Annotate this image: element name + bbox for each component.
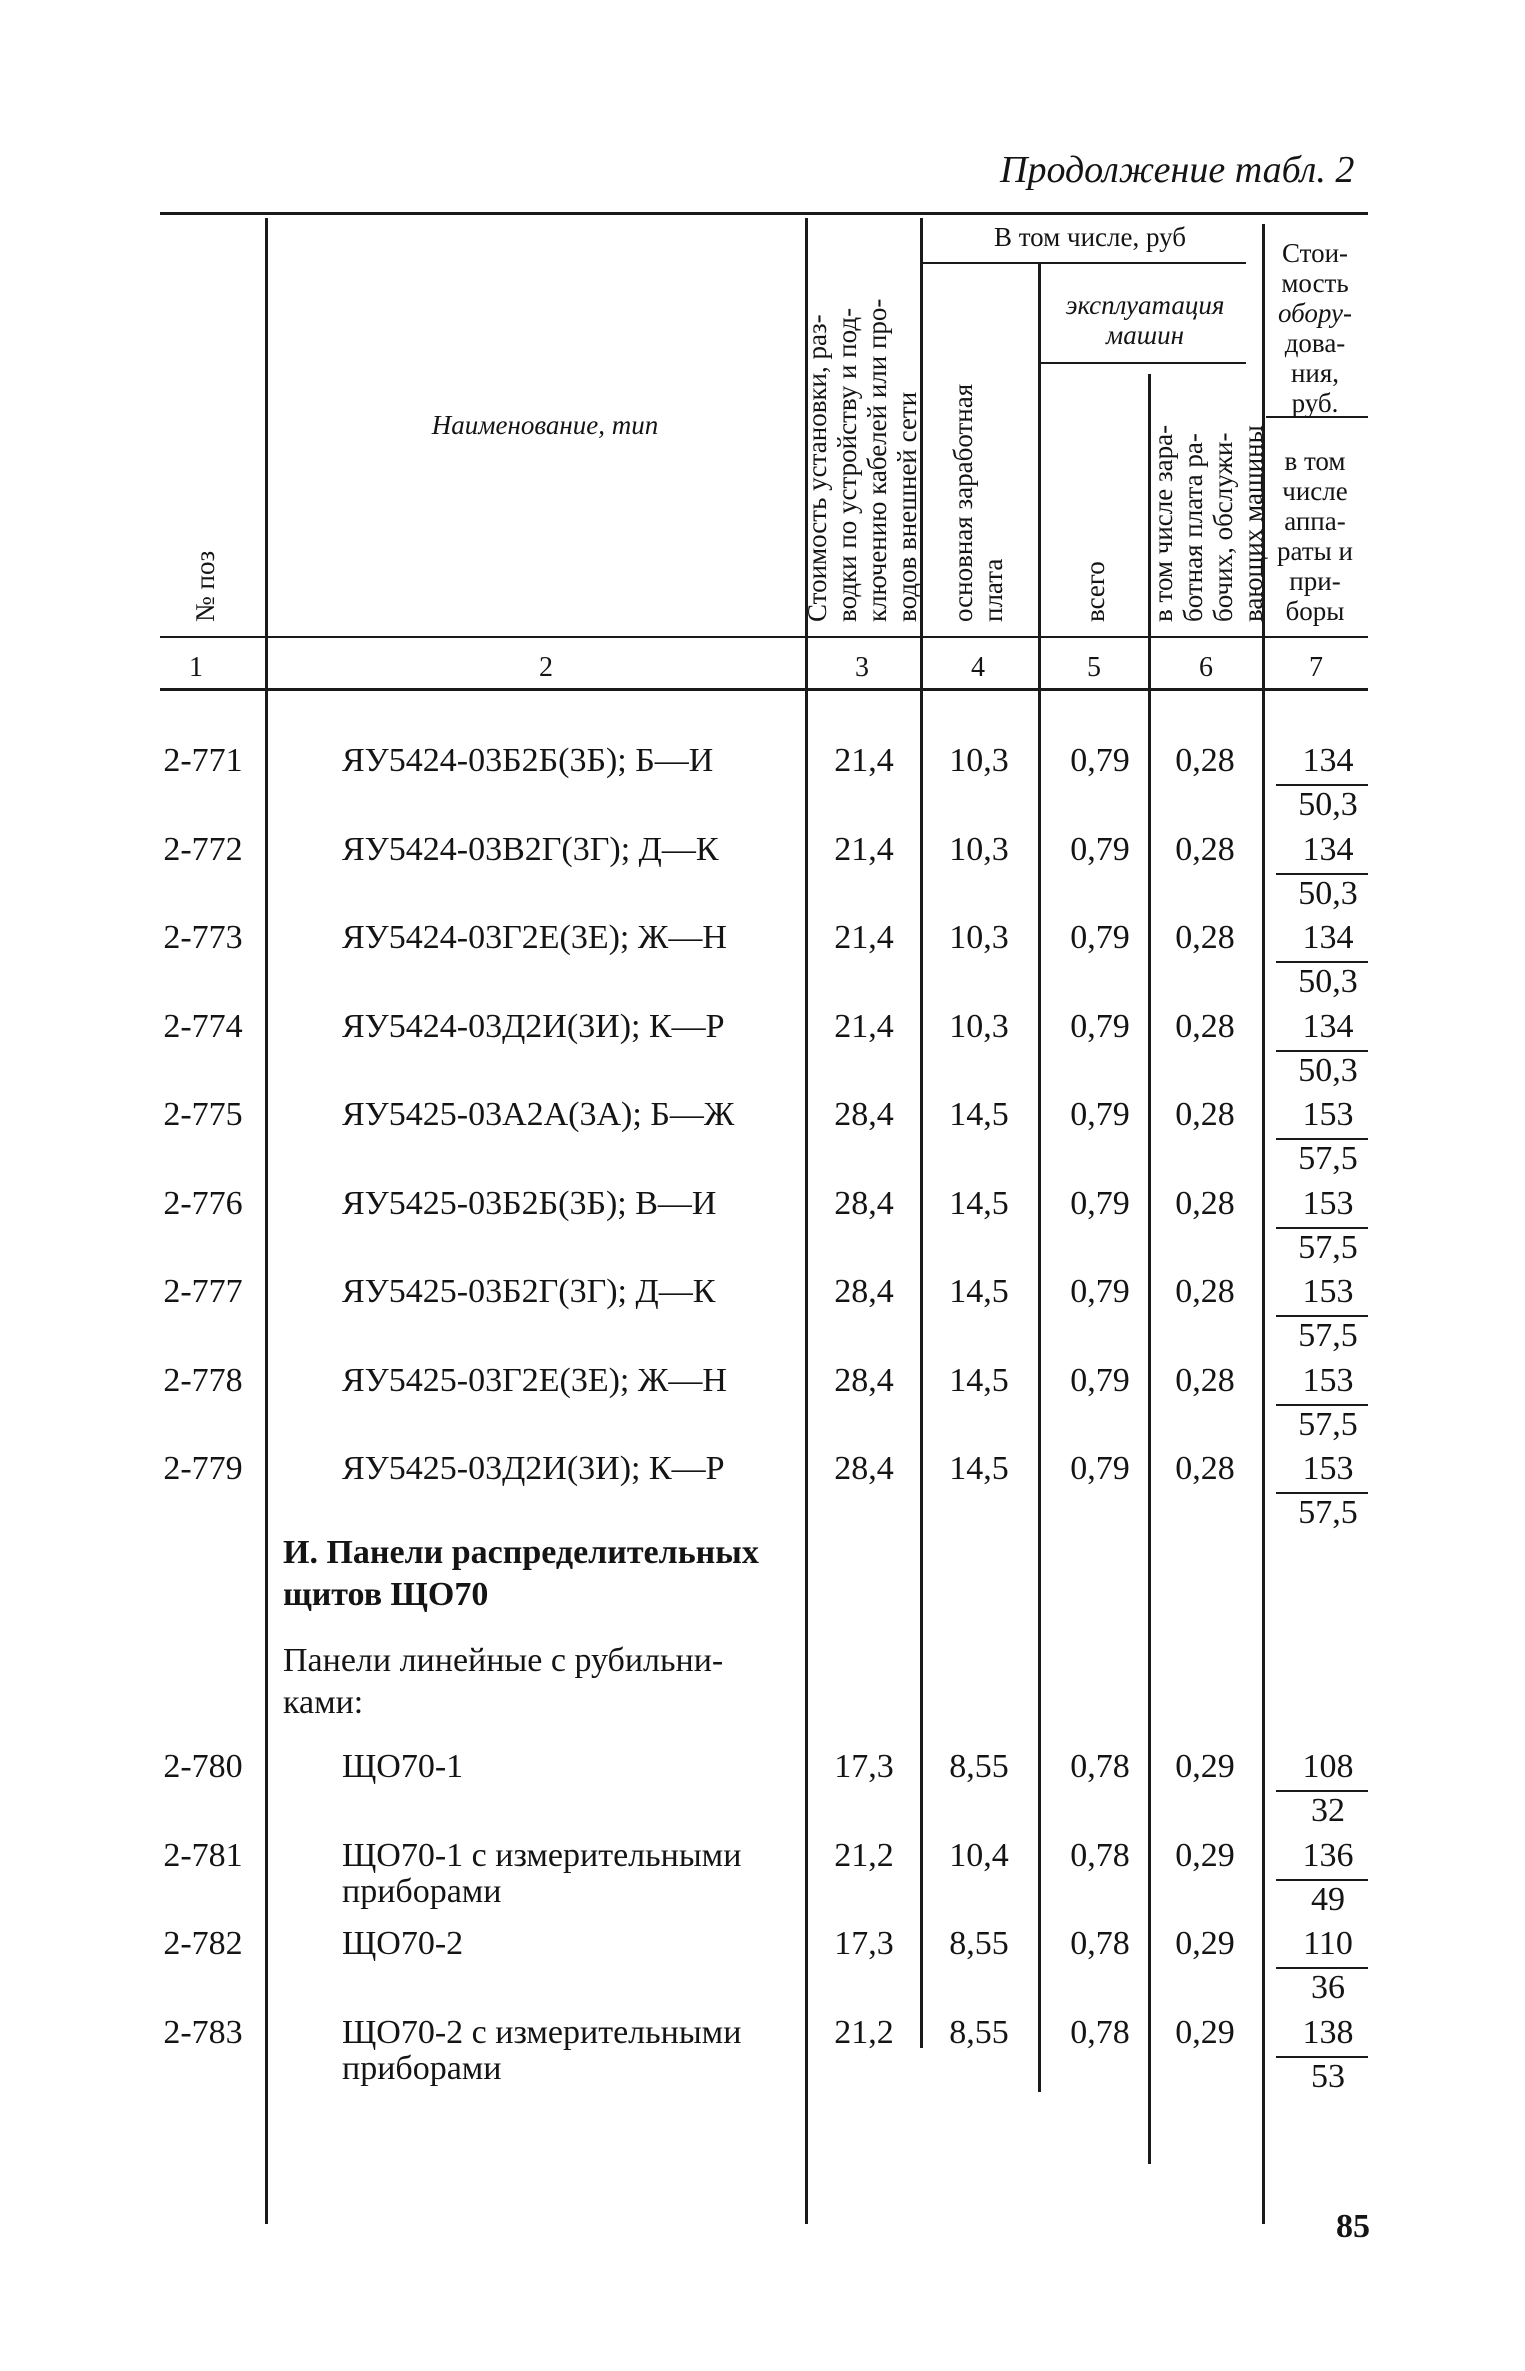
row-pos: 2-771 <box>163 742 243 779</box>
row-install-cost: 21,4 <box>834 742 894 779</box>
row-equipment-devices: 53 <box>1311 2058 1345 2095</box>
col-sep-4 <box>1038 262 1041 2092</box>
table-caption: Продолжение табл. 2 <box>1000 149 1355 191</box>
row-machine-total: 0,79 <box>1070 919 1130 956</box>
row-equipment-devices: 50,3 <box>1298 875 1358 912</box>
row-equipment-devices: 57,5 <box>1298 1229 1358 1266</box>
row-machine-total: 0,78 <box>1070 2014 1130 2051</box>
row-equipment-cost: 153 <box>1302 1273 1354 1310</box>
row-install-cost: 17,3 <box>834 1748 894 1785</box>
column-numbers-rule <box>160 636 1368 638</box>
row-machine-total: 0,79 <box>1070 742 1130 779</box>
row-machine-wage: 0,29 <box>1175 1837 1235 1874</box>
colnum-6: 6 <box>1199 652 1213 683</box>
row-install-cost: 21,2 <box>834 2014 894 2051</box>
row-equipment-cost: 108 <box>1302 1748 1354 1785</box>
row-base-wage: 10,3 <box>949 831 1009 868</box>
colnum-4: 4 <box>971 652 985 683</box>
row-equipment-devices: 57,5 <box>1298 1494 1358 1531</box>
row-equipment-devices: 32 <box>1311 1792 1345 1829</box>
row-machine-wage: 0,28 <box>1175 1096 1235 1133</box>
subgroup-rule <box>1040 362 1246 364</box>
row-name: ЯУ5425-03А2А(3А); Б—Ж <box>342 1096 735 1133</box>
row-name-cont: приборами <box>342 2050 502 2087</box>
row-pos: 2-774 <box>163 1008 243 1045</box>
row-equipment-cost: 153 <box>1302 1450 1354 1487</box>
row-machine-wage: 0,28 <box>1175 831 1235 868</box>
row-equipment-cost: 134 <box>1302 831 1354 868</box>
row-machine-wage: 0,28 <box>1175 1450 1235 1487</box>
row-equipment-devices: 50,3 <box>1298 1052 1358 1089</box>
header-subgroup: эксплуатация машин <box>1065 290 1225 350</box>
col-sep-1 <box>265 218 268 2224</box>
col-sep-5 <box>1148 374 1151 2164</box>
header-bottom-rule <box>160 688 1368 691</box>
row-name: ЩО70-2 <box>342 1925 464 1962</box>
row-name: ЯУ5425-03Б2Б(3Б); В—И <box>342 1185 717 1222</box>
row-install-cost: 28,4 <box>834 1185 894 1222</box>
header-col6: в том числе зара- ботная плата ра- бочих, обслужи- вающих машины <box>1148 424 1268 622</box>
header-col1: № поз <box>190 550 220 622</box>
row-base-wage: 10,3 <box>949 742 1009 779</box>
row-machine-wage: 0,28 <box>1175 1273 1235 1310</box>
row-machine-wage: 0,28 <box>1175 1362 1235 1399</box>
colnum-2: 2 <box>539 652 553 683</box>
row-install-cost: 21,4 <box>834 1008 894 1045</box>
row-base-wage: 14,5 <box>949 1362 1009 1399</box>
row-machine-wage: 0,28 <box>1175 919 1235 956</box>
row-pos: 2-778 <box>163 1362 243 1399</box>
row-machine-wage: 0,29 <box>1175 2014 1235 2051</box>
row-base-wage: 8,55 <box>949 1925 1009 1962</box>
row-name: ЯУ5424-03Д2И(3И); К—Р <box>342 1008 725 1045</box>
row-pos: 2-780 <box>163 1748 243 1785</box>
row-install-cost: 28,4 <box>834 1450 894 1487</box>
row-name: ЯУ5425-03Б2Г(3Г); Д—К <box>342 1273 716 1310</box>
row-install-cost: 21,2 <box>834 1837 894 1874</box>
row-pos: 2-776 <box>163 1185 243 1222</box>
row-machine-total: 0,79 <box>1070 1362 1130 1399</box>
row-equipment-devices: 50,3 <box>1298 963 1358 1000</box>
row-pos: 2-773 <box>163 919 243 956</box>
row-name: ЯУ5425-03Г2Е(3Е); Ж—Н <box>342 1362 727 1399</box>
row-install-cost: 21,4 <box>834 919 894 956</box>
row-machine-total: 0,79 <box>1070 831 1130 868</box>
row-machine-wage: 0,28 <box>1175 742 1235 779</box>
colnum-3: 3 <box>855 652 869 683</box>
row-pos: 2-775 <box>163 1096 243 1133</box>
row-machine-total: 0,79 <box>1070 1008 1130 1045</box>
row-base-wage: 10,3 <box>949 919 1009 956</box>
page-number: 85 <box>1336 2208 1370 2245</box>
colnum-1: 1 <box>189 652 203 683</box>
row-machine-wage: 0,29 <box>1175 1748 1235 1785</box>
table-top-rule <box>160 212 1368 215</box>
row-equipment-devices: 36 <box>1311 1969 1345 2006</box>
row-base-wage: 8,55 <box>949 1748 1009 1785</box>
row-equipment-cost: 153 <box>1302 1362 1354 1399</box>
header-col3: Стоимость установки, раз- водки по устройству и под- ключению кабелей или про- водов внешней сети <box>802 298 922 622</box>
row-machine-total: 0,79 <box>1070 1096 1130 1133</box>
row-name: ЩО70-1 <box>342 1748 464 1785</box>
row-pos: 2-781 <box>163 1837 243 1874</box>
row-equipment-devices: 57,5 <box>1298 1317 1358 1354</box>
row-install-cost: 28,4 <box>834 1362 894 1399</box>
row-base-wage: 14,5 <box>949 1096 1009 1133</box>
row-equipment-cost: 110 <box>1303 1925 1353 1962</box>
row-name: ЯУ5424-03Г2Е(3Е); Ж—Н <box>342 919 727 956</box>
header-col7-top: Стои- мость обору- дова- ния, руб. <box>1278 238 1352 418</box>
colnum-5: 5 <box>1087 652 1101 683</box>
header-col7-bottom: в том числе аппа- раты и при- боры <box>1277 446 1353 626</box>
row-base-wage: 14,5 <box>949 1450 1009 1487</box>
row-install-cost: 28,4 <box>834 1273 894 1310</box>
row-machine-total: 0,79 <box>1070 1450 1130 1487</box>
row-machine-total: 0,78 <box>1070 1748 1130 1785</box>
row-install-cost: 21,4 <box>834 831 894 868</box>
row-pos: 2-779 <box>163 1450 243 1487</box>
row-equipment-cost: 134 <box>1302 742 1354 779</box>
row-base-wage: 10,3 <box>949 1008 1009 1045</box>
row-name: ЯУ5424-03В2Г(3Г); Д—К <box>342 831 719 868</box>
row-machine-wage: 0,29 <box>1175 1925 1235 1962</box>
row-equipment-devices: 50,3 <box>1298 786 1358 823</box>
row-name: ЩО70-1 с измерительными <box>342 1837 742 1874</box>
header-col2: Наименование, тип <box>431 410 659 440</box>
row-machine-wage: 0,28 <box>1175 1185 1235 1222</box>
header-col4: основная заработная плата <box>948 383 1008 622</box>
row-machine-total: 0,79 <box>1070 1185 1130 1222</box>
header-col5: всего <box>1080 561 1110 622</box>
row-equipment-cost: 134 <box>1302 1008 1354 1045</box>
header-group: В том числе, руб <box>993 222 1187 252</box>
row-machine-wage: 0,28 <box>1175 1008 1235 1045</box>
row-pos: 2-777 <box>163 1273 243 1310</box>
row-equipment-cost: 138 <box>1302 2014 1354 2051</box>
row-equipment-cost: 134 <box>1302 919 1354 956</box>
row-machine-total: 0,78 <box>1070 1925 1130 1962</box>
row-base-wage: 14,5 <box>949 1273 1009 1310</box>
row-base-wage: 10,4 <box>949 1837 1009 1874</box>
row-equipment-cost: 153 <box>1302 1096 1354 1133</box>
row-machine-total: 0,78 <box>1070 1837 1130 1874</box>
row-equipment-devices: 57,5 <box>1298 1140 1358 1177</box>
colnum-7: 7 <box>1309 652 1323 683</box>
row-equipment-cost: 136 <box>1302 1837 1354 1874</box>
row-base-wage: 14,5 <box>949 1185 1009 1222</box>
row-name: ЩО70-2 с измерительными <box>342 2014 742 2051</box>
row-name: ЯУ5424-03Б2Б(3Б); Б—И <box>342 742 714 779</box>
row-install-cost: 17,3 <box>834 1925 894 1962</box>
section-subtitle: Панели линейные с рубильни- ками: <box>283 1642 724 1721</box>
row-name-cont: приборами <box>342 1873 502 1910</box>
section-title: И. Панели распределительных щитов ЩО70 <box>283 1534 759 1613</box>
row-base-wage: 8,55 <box>949 2014 1009 2051</box>
row-equipment-devices: 57,5 <box>1298 1406 1358 1443</box>
row-equipment-devices: 49 <box>1311 1881 1345 1918</box>
row-machine-total: 0,79 <box>1070 1273 1130 1310</box>
row-pos: 2-782 <box>163 1925 243 1962</box>
row-name: ЯУ5425-03Д2И(3И); К—Р <box>342 1450 725 1487</box>
row-equipment-cost: 153 <box>1302 1185 1354 1222</box>
group-rule <box>920 262 1246 264</box>
row-install-cost: 28,4 <box>834 1096 894 1133</box>
row-pos: 2-783 <box>163 2014 243 2051</box>
row-pos: 2-772 <box>163 831 243 868</box>
